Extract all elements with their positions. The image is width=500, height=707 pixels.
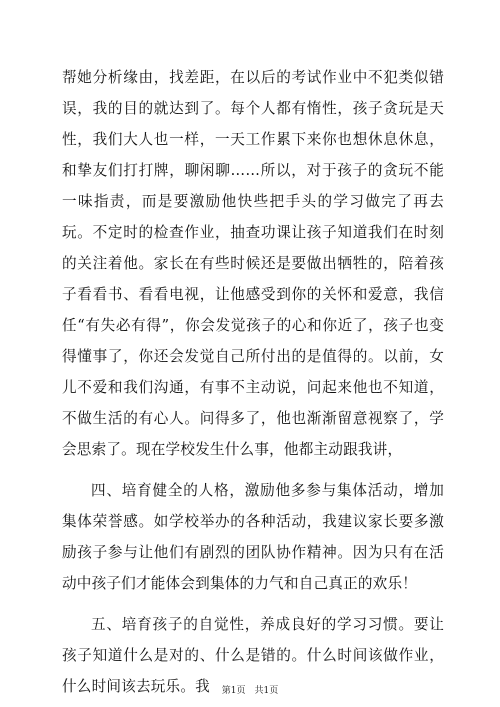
paragraph-spacer: [62, 465, 444, 475]
page-footer: 第1页 共1页: [221, 686, 279, 696]
document-body: [62, 62, 444, 702]
paragraph-1: 帮她分析缘由，找差距，在以后的考试作业中不犯类似错误，我的目的就达到了。每个人都有惰性，孩子贪玩是天性，我们大人也一样，一天工作累下来你也想休息休息，和挚友们打打牌，聊闲聊……所以，对于孩子的贪玩不能一味指责，而是要激励他快些把手头的学习做完了再去玩。不定时的检查作业，抽查功课让孩子知道我们在时刻的关注着他。家长在有些时候还是要做出牺牲的，陪着孩子看看书、看看电视，让他感受到你的关怀和爱意，我信任“有失必有得”，你会发觉孩子的心和你近了，孩子也变得懂事了，你还会发觉自己所付出的是值得的。以前，女儿不爱和我们沟通，有事不主动说，问起来他也不知道，不做生活的有心人。问得多了，他也渐渐留意视察了，学会思索了。现在学校发生什么事，他都主动跟我讲，: [62, 69, 444, 458]
paragraph-spacer: [62, 599, 444, 609]
paragraph-2: 四、培育健全的人格，激励他多参与集体活动，增加集体荣誉感。如学校举办的各种活动，我建议家长要多激励孩子参与让他们有剧烈的团队协作精神。因为只有在活动中孩子们才能体会到集体的力气和自己真正的欢乐！: [62, 482, 444, 592]
paragraph-3: 五、培育孩子的自觉性，养成良好的学习习惯。要让孩子知道什么是对的、什么是错的。什么时间该做作业，什么时间该去玩乐。我: [62, 616, 444, 695]
